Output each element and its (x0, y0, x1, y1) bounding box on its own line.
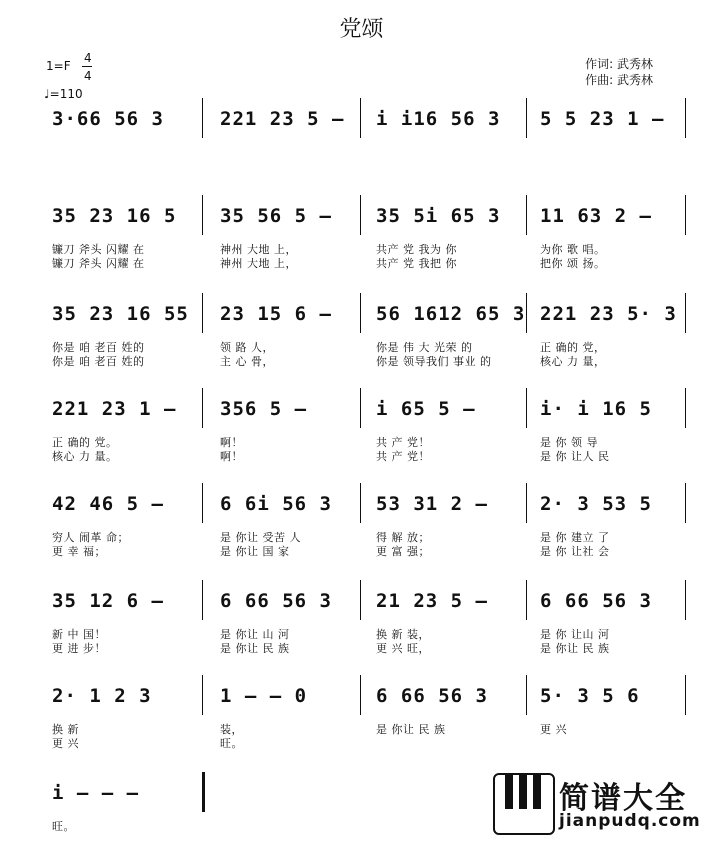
lyric-verse-1: 是 你 领 导 (540, 436, 598, 449)
barline (202, 483, 203, 523)
lyric-verse-1: 是 你让 受苦 人 (220, 531, 301, 544)
lyric-verse-1: 旺。 (52, 820, 75, 833)
lyric-verse-1: 是 你 让山 河 (540, 628, 610, 641)
score-system (40, 493, 690, 563)
lyric-verse-2: 更 进 步！ (52, 642, 106, 655)
barline (526, 675, 527, 715)
lyric-verse-2: 是 你 让人 民 (540, 450, 610, 463)
barline (526, 580, 527, 620)
barline (526, 388, 527, 428)
lyric-verse-1: 穷人 闹革 命； (52, 531, 129, 544)
lyric-verse-1: 得 解 放； (376, 531, 430, 544)
barline (685, 675, 686, 715)
lyric-verse-1: 是 你 建立 了 (540, 531, 610, 544)
barline (526, 293, 527, 333)
measure-notes: 221 23 5 – (220, 108, 345, 130)
measure-notes: 6 66 56 3 (220, 590, 332, 612)
lyric-verse-2: 你是 领导我们 事业 的 (376, 355, 492, 368)
measure-notes: 11 63 2 – (540, 205, 652, 227)
lyric-verse-1: 装， (220, 723, 243, 736)
measure-notes: 3·66 56 3 (52, 108, 164, 130)
key-signature: 1=F (46, 59, 71, 73)
barline (685, 195, 686, 235)
measure-notes: 35 56 5 – (220, 205, 332, 227)
lyric-verse-1: 镰刀 斧头 闪耀 在 (52, 243, 145, 256)
score-system (40, 303, 690, 373)
measure-notes: 35 12 6 – (52, 590, 164, 612)
measure-notes: 5· 3 5 6 (540, 685, 640, 707)
score-system (40, 398, 690, 468)
lyric-verse-1: 正 确的 党。 (52, 436, 118, 449)
lyric-verse-2: 把你 颂 扬。 (540, 257, 606, 270)
measure-notes: i· i 16 5 (540, 398, 652, 420)
lyric-verse-1: 共 产 党！ (376, 436, 430, 449)
barline (685, 580, 686, 620)
lyric-verse-1: 是 你让 民 族 (376, 723, 446, 736)
barline (202, 293, 203, 333)
lyric-verse-2: 你是 咱 老百 姓的 (52, 355, 145, 368)
barline (526, 195, 527, 235)
measure-notes: 2· 1 2 3 (52, 685, 152, 707)
measure-notes: 2· 3 53 5 (540, 493, 652, 515)
measure-notes: 23 15 6 – (220, 303, 332, 325)
measure-notes: 56 1612 65 3 (376, 303, 526, 325)
barline (360, 195, 361, 235)
measure-notes: 6 6i 56 3 (220, 493, 332, 515)
measure-notes: 221 23 5· 3 (540, 303, 677, 325)
lyric-verse-1: 换 新 装， (376, 628, 430, 641)
piano-icon (493, 773, 555, 835)
measure-notes: 356 5 – (220, 398, 308, 420)
lyric-verse-2: 是 你让 民 族 (540, 642, 610, 655)
lyricist: 作词: 武秀林 (585, 57, 653, 71)
barline (202, 675, 203, 715)
measure-notes: 6 66 56 3 (540, 590, 652, 612)
lyric-verse-2: 更 幸 福； (52, 545, 106, 558)
song-title: 党颂 (339, 17, 384, 42)
credits (585, 56, 653, 88)
logo-url: jianpudq.com (559, 811, 701, 831)
measure-notes: 42 46 5 – (52, 493, 164, 515)
measure-notes: 221 23 1 – (52, 398, 177, 420)
barline (360, 388, 361, 428)
site-logo (493, 773, 713, 833)
barline (202, 98, 203, 138)
logo-text: 简谱大全 (559, 781, 687, 816)
barline (685, 98, 686, 138)
barline (526, 483, 527, 523)
barline (360, 483, 361, 523)
measure-notes: i 65 5 – (376, 398, 476, 420)
lyric-verse-1: 更 兴 (540, 723, 567, 736)
lyric-verse-2: 神州 大地 上， (220, 257, 297, 270)
lyric-verse-2: 是 你让 国 家 (220, 545, 290, 558)
measure-notes: 35 5i 65 3 (376, 205, 501, 227)
time-signature-top: 4 (84, 51, 92, 65)
measure-notes: 35 23 16 55 (52, 303, 189, 325)
barline (202, 580, 203, 620)
lyric-verse-1: 领 路 人， (220, 341, 274, 354)
score-system (40, 685, 690, 755)
barline (360, 293, 361, 333)
measure-notes: 35 23 16 5 (52, 205, 177, 227)
measure-notes: i i16 56 3 (376, 108, 501, 130)
barline (360, 580, 361, 620)
score-system (40, 108, 690, 178)
lyric-verse-1: 啊！ (220, 436, 243, 449)
lyric-verse-1: 新 中 国！ (52, 628, 106, 641)
barline (685, 388, 686, 428)
lyric-verse-1: 你是 伟 大 光荣 的 (376, 341, 473, 354)
measure-notes: 21 23 5 – (376, 590, 488, 612)
lyric-verse-2: 核心 力 量， (540, 355, 606, 368)
lyric-verse-2: 核心 力 量。 (52, 450, 118, 463)
barline (685, 293, 686, 333)
lyric-verse-2: 是 你 让社 会 (540, 545, 610, 558)
score-system (40, 590, 690, 660)
lyric-verse-1: 神州 大地 上， (220, 243, 297, 256)
lyric-verse-2: 旺。 (220, 737, 243, 750)
barline (685, 483, 686, 523)
lyric-verse-2: 镰刀 斧头 闪耀 在 (52, 257, 145, 270)
lyric-verse-1: 正 确的 党， (540, 341, 606, 354)
tempo-marking: ♩=110 (44, 87, 83, 101)
lyric-verse-2: 是 你让 民 族 (220, 642, 290, 655)
score-system (40, 205, 690, 275)
final-barline (202, 772, 205, 812)
barline (360, 98, 361, 138)
lyric-verse-1: 为你 歌 唱。 (540, 243, 606, 256)
lyric-verse-2: 共产 党 我把 你 (376, 257, 457, 270)
measure-notes: 6 66 56 3 (376, 685, 488, 707)
lyric-verse-2: 更 兴 旺， (376, 642, 430, 655)
measure-notes: 53 31 2 – (376, 493, 488, 515)
time-signature-line (82, 66, 92, 67)
lyric-verse-1: 是 你让 山 河 (220, 628, 290, 641)
lyric-verse-1: 换 新 (52, 723, 79, 736)
measure-notes: i – – – (52, 782, 140, 804)
lyric-verse-1: 你是 咱 老百 姓的 (52, 341, 145, 354)
lyric-verse-1: 共产 党 我为 你 (376, 243, 457, 256)
composer: 作曲: 武秀林 (585, 73, 653, 87)
measure-notes: 1 – – 0 (220, 685, 308, 707)
barline (360, 675, 361, 715)
lyric-verse-2: 啊！ (220, 450, 243, 463)
lyric-verse-2: 更 兴 (52, 737, 79, 750)
barline (202, 388, 203, 428)
lyric-verse-2: 更 富 强； (376, 545, 430, 558)
barline (202, 195, 203, 235)
barline (526, 98, 527, 138)
time-signature-bottom: 4 (84, 69, 92, 83)
lyric-verse-2: 主 心 骨， (220, 355, 274, 368)
measure-notes: 5 5 23 1 – (540, 108, 665, 130)
lyric-verse-2: 共 产 党！ (376, 450, 430, 463)
